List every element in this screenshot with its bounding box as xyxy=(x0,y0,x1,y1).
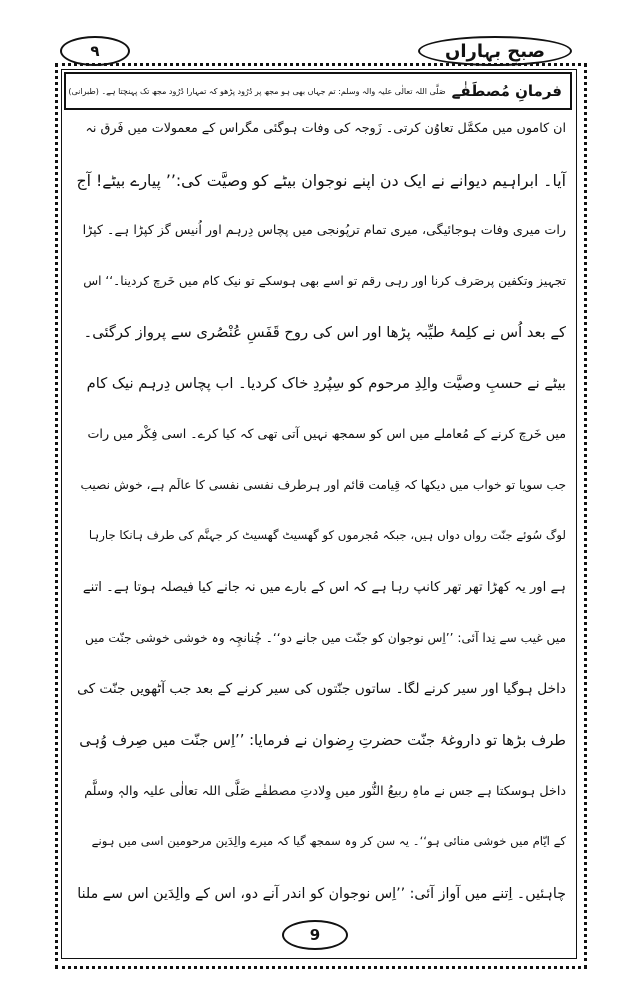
text-line: جب سویا تو خواب میں دیکھا کہ قِیامت قائم اور ہرطرف نفسی نفسی کا عالَم ہے، خوش نصیب xyxy=(80,478,566,492)
text-line: رات میری وفات ہوجائیگی، میری تمام ترپُونجی میں پچاس دِرہم اور اُنیس گز کپڑا ہے۔ کپڑا xyxy=(82,222,566,237)
text-line: تجہیز وتکفین پرصَرف کرنا اور رہی رقم تو اسے بھی ہوسکے تو نیک کام میں خَرچ کردینا۔‘‘ اس xyxy=(83,274,566,288)
text-line: کے بعد اُس نے کلِمۂ طیِّبہ پڑھا اور اس کی روح قَفَسِ عُنْصُری سے پرواز کرگئی۔ xyxy=(83,324,566,341)
text-line: آیا۔ ابراہیم دیوانے نے ایک دن اپنے نوجوان بیٹے کو وصیَّت کی:’’ پیارے بیٹے! آج xyxy=(76,171,566,190)
text-line: داخل ہوگیا اور سیر کرنے لگا۔ ساتوں جنّتوں کی سیر کرنے کے بعد جب آٹھویں جنّت کی xyxy=(77,681,566,697)
hadith-text: صَلَّی اللہ تعالٰی علیہ والہ وسلم: تم جہاں بھی ہو مجھ پر دُرُود پڑھو کہ تمہارا دُرُود مجھ تک پہنچتا ہے۔ (طبرانی) xyxy=(68,86,446,96)
text-line: میں خَرچ کرنے کے مُعاملے میں اس کو سمجھ نہیں آتی تھی کہ کیا کرے۔ اسی فِکْر میں رات xyxy=(87,426,566,441)
text-line: میں غیب سے نِدا آئی: ’’اِس نوجوان کو جنّت میں جانے دو‘‘۔ چُنانچِہ وہ خوشی خوشی جنّت میں xyxy=(85,631,566,645)
hadith-box xyxy=(64,72,572,110)
page-number-bottom-oval xyxy=(282,920,348,950)
hadith-heading: فرمانِ مُصطَفٰے xyxy=(451,82,562,100)
page-number-top-oval xyxy=(60,36,130,66)
text-line: داخل ہوسکتا ہے جس نے ماہِ ربیعُ النُّور میں وِلادتِ مصطفٰے صَلَّی اللہ تعالٰی علیہ والہٖ وسلَّم xyxy=(84,783,566,798)
book-title-oval xyxy=(418,36,572,66)
page-number-bottom: 9 xyxy=(309,926,321,944)
text-line: کے ایّام میں خوشی منائی ہو‘‘۔ یہ سن کر وہ سمجھ گیا کہ میرے والِدَین مرحومین اسی میں ہونے xyxy=(91,834,566,848)
text-line: چاہئیں۔ اِتنے میں آواز آئی: ’’اِس نوجوان کو اندر آنے دو، اس کے والِدَین اس سے ملنا xyxy=(77,886,566,902)
inner-border xyxy=(61,69,577,959)
text-line: بیٹے نے حسبِ وصیَّت والِدِ مرحوم کو سِپُردِ خاک کردیا۔ اب پچاس دِرہم نیک کام xyxy=(86,375,566,392)
text-line: طرف بڑھا تو داروغۂ جنّت حضرتِ رِضوان نے فرمایا: ’’اِس جنّت میں صِرف وُہی xyxy=(79,732,566,749)
text-line: لوگ سُوئے جنّت رواں دواں ہیں، جبکہ مُجرموں کو گھسیٹ گھسیٹ کر جہنَّم کی طرف ہانکا جارہا xyxy=(88,528,566,542)
book-title: صبحِ بہاراں xyxy=(445,40,545,62)
text-line: ہے اور یہ کھڑا تھر تھر کانپ رہا ہے کہ اس کے بارے میں نہ جانے کیا فیصلہ ہوتا ہے۔ اتنے xyxy=(82,580,566,595)
text-line: ان کاموں میں مکمَّل تعاوُن کرتی۔ زَوجہ کی وفات ہوگئی مگراس کے معمولات میں فَرق نہ xyxy=(85,120,566,135)
page-number-top: ۹ xyxy=(90,42,100,60)
